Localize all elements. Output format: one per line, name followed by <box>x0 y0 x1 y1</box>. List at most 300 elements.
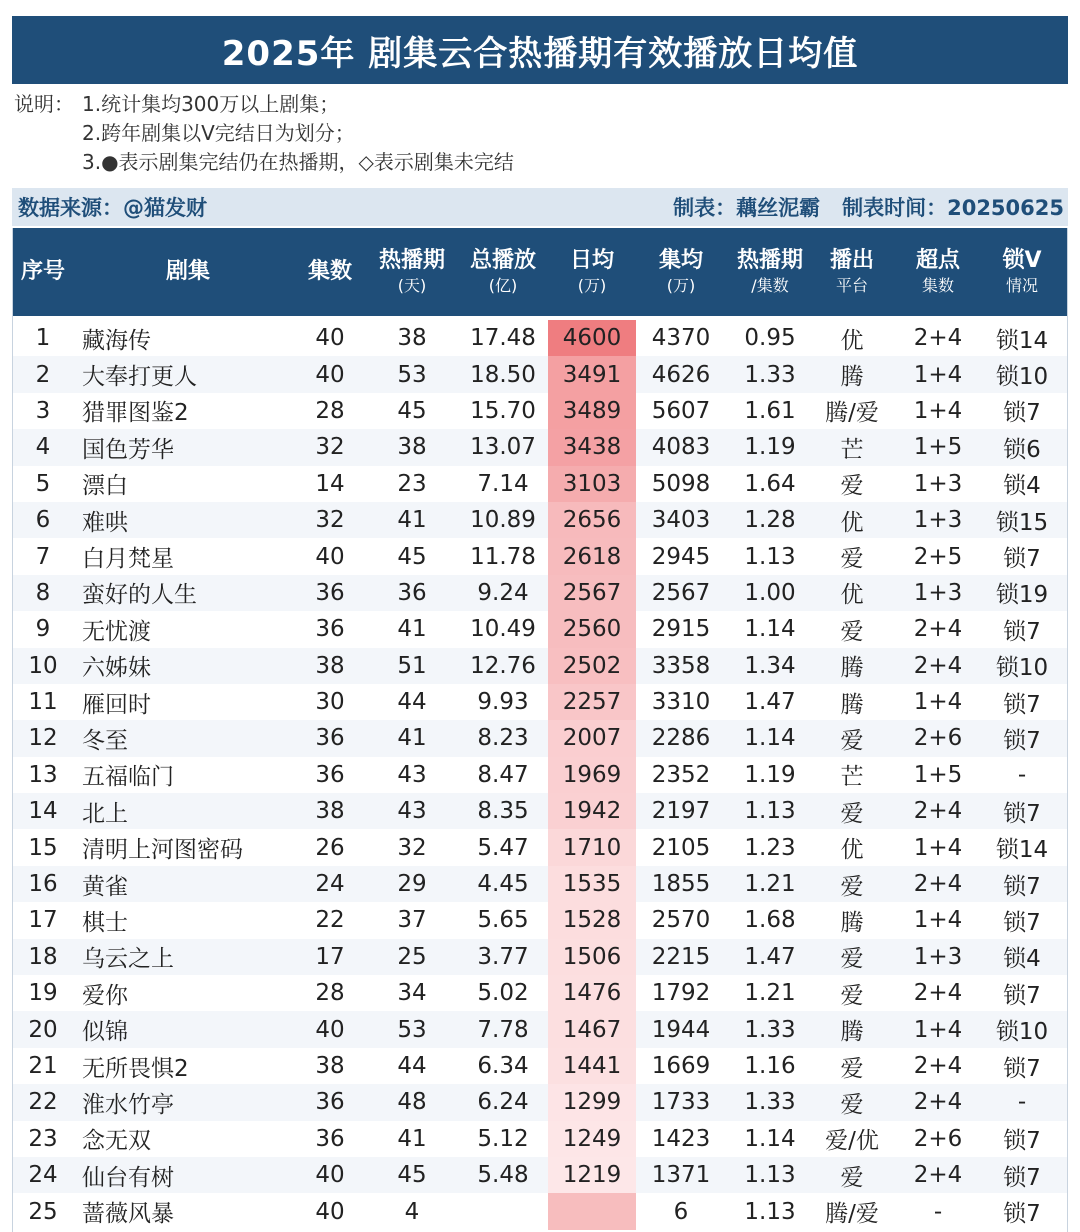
cell-lock-v: 锁14 <box>995 837 1049 864</box>
cell-platform: 腾 <box>840 909 864 936</box>
header-episode-avg-unit: (万) <box>666 276 696 295</box>
table-row <box>12 538 1068 574</box>
cell-drama: 六姊妹 <box>82 655 151 682</box>
cell-platform: 优 <box>840 582 864 609</box>
cell-episodes: 36 <box>315 1125 345 1152</box>
table-row <box>12 466 1068 502</box>
cell-hot-days: 34 <box>397 980 427 1007</box>
cell-total-plays: 10.49 <box>470 616 536 643</box>
cell-drama: 蛮好的人生 <box>82 582 197 609</box>
cell-drama: 念无双 <box>82 1128 151 1155</box>
table-row <box>12 320 1068 356</box>
table-row <box>12 648 1068 684</box>
header-episodes-label: 集数 <box>307 259 352 284</box>
table-row <box>12 757 1068 793</box>
table-row <box>12 1084 1068 1120</box>
cell-episode-avg: 3358 <box>651 652 711 679</box>
cell-drama: 无忧渡 <box>82 618 151 645</box>
table-row <box>12 902 1068 938</box>
cell-total-plays: 17.48 <box>470 325 536 352</box>
table-row <box>12 975 1068 1011</box>
cell-days-per-episode: 1.68 <box>744 907 796 934</box>
cell-days-per-episode: 1.23 <box>744 834 796 861</box>
cell-daily-avg: 1528 <box>548 902 636 938</box>
table-row <box>12 1121 1068 1157</box>
cell-hot-days: 29 <box>397 871 427 898</box>
cell-days-per-episode: 1.00 <box>744 579 796 606</box>
cell-platform: 爱 <box>840 873 864 900</box>
cell-lock-v: 锁7 <box>1003 618 1041 645</box>
cell-lock-v: 锁7 <box>1003 1128 1041 1155</box>
table-row <box>12 1011 1068 1047</box>
cell-episode-avg: 2915 <box>651 616 711 643</box>
cell-drama: 清明上河图密码 <box>82 837 243 864</box>
header-total-plays-label: 总播放 <box>469 248 536 273</box>
cell-lock-v: - <box>1017 761 1027 788</box>
header-days-per-episode-label: 热播期 <box>736 248 803 273</box>
cell-drama: 乌云之上 <box>82 946 174 973</box>
table-row <box>12 1193 1068 1229</box>
table-row <box>12 1048 1068 1084</box>
cell-index: 23 <box>28 1125 58 1152</box>
cell-days-per-episode: 1.28 <box>744 507 796 534</box>
cell-episodes: 24 <box>315 871 345 898</box>
cell-total-plays: 15.70 <box>470 397 536 424</box>
cell-lock-v: 锁7 <box>1003 691 1041 718</box>
cell-over-points: 1+4 <box>913 397 963 424</box>
cell-platform: 腾/爱 <box>825 1201 879 1228</box>
cell-episode-avg: 3403 <box>651 507 711 534</box>
cell-over-points: 1+4 <box>913 361 963 388</box>
cell-index: 22 <box>28 1089 58 1116</box>
cell-episode-avg: 5098 <box>651 470 711 497</box>
cell-platform: 爱/优 <box>825 1128 879 1155</box>
cell-hot-days: 37 <box>397 907 427 934</box>
cell-total-plays: 8.47 <box>477 761 529 788</box>
cell-episode-avg: 1371 <box>651 1162 711 1189</box>
cell-platform: 优 <box>840 509 864 536</box>
cell-index: 18 <box>28 943 58 970</box>
cell-lock-v: 锁10 <box>995 1019 1049 1046</box>
cell-lock-v: - <box>1017 1089 1027 1116</box>
cell-daily-avg: 1710 <box>548 829 636 865</box>
cell-over-points: 2+4 <box>913 1089 963 1116</box>
cell-episodes: 26 <box>315 834 345 861</box>
cell-drama: 白月梵星 <box>82 546 174 573</box>
cell-episode-avg: 2570 <box>651 907 711 934</box>
header-platform-unit: 平台 <box>835 276 868 295</box>
cell-episode-avg: 2352 <box>651 761 711 788</box>
cell-index: 11 <box>28 689 58 716</box>
cell-hot-days: 45 <box>397 397 427 424</box>
cell-episodes: 40 <box>315 361 345 388</box>
source-bar <box>12 188 1068 226</box>
cell-total-plays: 8.23 <box>477 725 529 752</box>
cell-episode-avg: 2286 <box>651 725 711 752</box>
cell-days-per-episode: 1.14 <box>744 1125 796 1152</box>
cell-episode-avg: 2567 <box>651 579 711 606</box>
cell-episode-avg: 1669 <box>651 1053 711 1079</box>
cell-over-points: 2+5 <box>913 543 963 570</box>
header-lock-v-label: 锁V <box>1002 248 1042 273</box>
table-row <box>12 429 1068 465</box>
cell-episodes: 40 <box>315 1016 345 1043</box>
cell-drama: 雁回时 <box>82 691 151 718</box>
cell-drama: 漂白 <box>82 473 128 500</box>
cell-over-points: 2+4 <box>913 798 963 825</box>
cell-daily-avg: 2560 <box>548 611 636 647</box>
cell-index: 20 <box>28 1016 58 1043</box>
cell-drama: 爱你 <box>82 982 128 1009</box>
cell-hot-days: 23 <box>397 470 427 497</box>
cell-total-plays: 5.47 <box>477 834 529 861</box>
cell-hot-days: 41 <box>397 616 427 643</box>
cell-episodes: 14 <box>315 470 345 497</box>
cell-days-per-episode: 1.33 <box>744 1089 796 1116</box>
cell-drama: 无所畏惧2 <box>82 1055 189 1082</box>
cell-platform: 腾 <box>840 364 864 391</box>
cell-days-per-episode: 1.21 <box>744 980 796 1007</box>
cell-index: 8 <box>35 579 51 606</box>
cell-index: 24 <box>28 1162 58 1189</box>
table-row <box>12 575 1068 611</box>
cell-over-points: 2+4 <box>913 652 963 679</box>
cell-over-points: 1+3 <box>913 579 963 606</box>
cell-daily-avg: 3489 <box>548 393 636 429</box>
table-row <box>12 502 1068 538</box>
cell-drama: 冬至 <box>82 727 128 754</box>
cell-hot-days: 41 <box>397 1125 427 1152</box>
table-row <box>12 393 1068 429</box>
cell-episodes: 40 <box>315 543 345 570</box>
data-source: 数据来源：@猫发财 <box>18 196 207 220</box>
header-drama-label: 剧集 <box>165 259 210 284</box>
table-row <box>12 356 1068 392</box>
cell-total-plays: 13.07 <box>470 434 536 461</box>
cell-lock-v: 锁7 <box>1003 982 1041 1009</box>
cell-hot-days: 32 <box>397 834 427 861</box>
header-over-points <box>890 247 986 297</box>
cell-index: 14 <box>28 798 58 825</box>
cell-days-per-episode: 1.16 <box>744 1053 796 1079</box>
credits <box>673 192 1068 222</box>
cell-hot-days: 48 <box>397 1089 427 1116</box>
cell-lock-v: 锁7 <box>1003 873 1041 900</box>
cell-drama: 蔷薇风暴 <box>82 1201 174 1228</box>
note-text-2: 2.跨年剧集以V完结日为划分； <box>82 121 355 145</box>
made-time: 制表时间：20250625 <box>842 196 1064 220</box>
cell-index: 9 <box>35 616 51 643</box>
cell-index: 12 <box>28 725 58 752</box>
cell-drama: 五福临门 <box>82 764 174 791</box>
cell-index: 7 <box>35 543 51 570</box>
cell-hot-days: 25 <box>397 943 427 970</box>
cell-hot-days: 41 <box>397 507 427 534</box>
cell-total-plays: 6.34 <box>477 1053 529 1079</box>
cell-hot-days: 44 <box>397 1053 427 1079</box>
table-row <box>12 720 1068 756</box>
cell-index: 2 <box>35 361 51 388</box>
table-row <box>12 793 1068 829</box>
cell-daily-avg: 1249 <box>548 1121 636 1157</box>
cell-over-points: 2+4 <box>913 616 963 643</box>
header-over-points-unit: 集数 <box>921 276 954 295</box>
cell-index: 1 <box>35 325 51 352</box>
cell-over-points: 2+4 <box>913 1162 963 1189</box>
notes <box>14 90 1064 177</box>
cell-over-points: 1+3 <box>913 507 963 534</box>
cell-platform: 优 <box>840 837 864 864</box>
cell-index: 16 <box>28 871 58 898</box>
cell-index: 5 <box>35 470 51 497</box>
header-hot-days-label: 热播期 <box>378 248 445 273</box>
cell-days-per-episode: 1.47 <box>744 689 796 716</box>
cell-daily-avg: 1476 <box>548 975 636 1011</box>
cell-episodes: 17 <box>315 943 345 970</box>
cell-episodes: 36 <box>315 761 345 788</box>
cell-episodes: 32 <box>315 507 345 534</box>
cell-total-plays: 6.24 <box>477 1089 529 1116</box>
cell-days-per-episode: 1.19 <box>744 761 796 788</box>
cell-lock-v: 锁4 <box>1003 946 1041 973</box>
cell-total-plays: 7.78 <box>477 1016 529 1043</box>
header-platform <box>814 247 890 297</box>
cell-total-plays: 4.45 <box>477 871 529 898</box>
table-row <box>12 939 1068 975</box>
cell-index: 6 <box>35 507 51 534</box>
header-index-label: 序号 <box>20 259 65 284</box>
cell-drama: 仙台有树 <box>82 1164 174 1191</box>
cell-platform: 优 <box>840 327 864 354</box>
cell-over-points: 2+6 <box>913 725 963 752</box>
cell-episodes: 40 <box>315 1162 345 1189</box>
cell-days-per-episode: 0.95 <box>744 325 796 352</box>
cell-hot-days: 36 <box>397 579 427 606</box>
cell-platform: 芒 <box>840 436 864 463</box>
note-line-1 <box>14 90 1064 119</box>
cell-lock-v: 锁15 <box>995 509 1049 536</box>
cell-episode-avg: 2945 <box>651 543 711 570</box>
cell-daily-avg: 1535 <box>548 866 636 902</box>
cell-index: 3 <box>35 397 51 424</box>
cell-episode-avg: 1733 <box>651 1089 711 1116</box>
cell-lock-v: 锁10 <box>995 364 1049 391</box>
cell-lock-v: 锁14 <box>995 327 1049 354</box>
cell-over-points: 1+3 <box>913 470 963 497</box>
cell-over-points: 2+6 <box>913 1125 963 1152</box>
cell-daily-avg: 1969 <box>548 757 636 793</box>
table-row <box>12 684 1068 720</box>
page-title: 2025年 剧集云合热播期有效播放日均值 <box>12 16 1068 84</box>
cell-episodes: 30 <box>315 689 345 716</box>
cell-lock-v: 锁10 <box>995 655 1049 682</box>
cell-hot-days: 38 <box>397 325 427 352</box>
cell-days-per-episode: 1.33 <box>744 361 796 388</box>
cell-days-per-episode: 1.61 <box>744 397 796 424</box>
cell-daily-avg: 1219 <box>548 1157 636 1193</box>
cell-total-plays: 9.24 <box>477 579 529 606</box>
cell-episodes: 32 <box>315 434 345 461</box>
cell-hot-days: 41 <box>397 725 427 752</box>
cell-lock-v: 锁7 <box>1003 800 1041 827</box>
cell-platform: 爱 <box>840 1091 864 1118</box>
cell-days-per-episode: 1.13 <box>744 1162 796 1189</box>
header-total-plays-unit: (亿) <box>488 276 518 295</box>
cell-daily-avg: 2257 <box>548 684 636 720</box>
cell-index: 17 <box>28 907 58 934</box>
cell-daily-avg: 2007 <box>548 720 636 756</box>
cell-over-points: 1+5 <box>913 761 963 788</box>
cell-days-per-episode: 1.21 <box>744 871 796 898</box>
cell-hot-days: 44 <box>397 689 427 716</box>
header-episodes <box>294 258 366 286</box>
cell-episodes: 28 <box>315 397 345 424</box>
cell-episodes: 40 <box>315 325 345 352</box>
header-over-points-label: 超点 <box>915 248 960 273</box>
header-daily-avg-unit: (万) <box>577 276 607 295</box>
cell-daily-avg: 2567 <box>548 575 636 611</box>
cell-over-points: - <box>933 1198 943 1225</box>
header-daily-avg-label: 日均 <box>569 248 614 273</box>
cell-episodes: 22 <box>315 907 345 934</box>
cell-hot-days: 38 <box>397 434 427 461</box>
cell-days-per-episode: 1.13 <box>744 543 796 570</box>
cell-total-plays: 9.93 <box>477 689 529 716</box>
header-platform-label: 播出 <box>829 248 874 273</box>
cell-total-plays: 8.35 <box>477 798 529 825</box>
cell-lock-v: 锁7 <box>1003 400 1041 427</box>
cell-daily-avg <box>548 1193 636 1229</box>
cell-episodes: 40 <box>315 1198 345 1225</box>
header-lock-v-unit: 情况 <box>1005 276 1038 295</box>
cell-drama: 藏海传 <box>82 327 151 354</box>
cell-episode-avg: 1423 <box>651 1125 711 1152</box>
cell-drama: 似锦 <box>82 1019 128 1046</box>
cell-total-plays: 5.48 <box>477 1162 529 1189</box>
cell-hot-days: 45 <box>397 1162 427 1189</box>
cell-platform: 爱 <box>840 1164 864 1191</box>
cell-episode-avg: 4370 <box>651 325 711 352</box>
cell-over-points: 1+4 <box>913 1016 963 1043</box>
table-row <box>12 611 1068 647</box>
cell-platform: 爱 <box>840 473 864 500</box>
cell-platform: 爱 <box>840 946 864 973</box>
cell-episodes: 36 <box>315 725 345 752</box>
cell-episodes: 38 <box>315 652 345 679</box>
cell-lock-v: 锁7 <box>1003 909 1041 936</box>
cell-drama: 猎罪图鉴2 <box>82 400 189 427</box>
note-text-3: 3.●表示剧集完结仍在热播期，◇表示剧集未完结 <box>82 150 514 174</box>
header-hot-days <box>366 247 458 297</box>
cell-days-per-episode: 1.14 <box>744 616 796 643</box>
cell-platform: 爱 <box>840 800 864 827</box>
note-line-3 <box>14 148 1064 177</box>
cell-total-plays: 18.50 <box>470 361 536 388</box>
cell-daily-avg: 1506 <box>548 939 636 975</box>
header-drama <box>74 258 294 286</box>
cell-daily-avg: 3438 <box>548 429 636 465</box>
cell-over-points: 1+3 <box>913 943 963 970</box>
table-row <box>12 829 1068 865</box>
cell-over-points: 2+4 <box>913 325 963 352</box>
cell-drama: 淮水竹亭 <box>82 1091 174 1118</box>
header-episode-avg-label: 集均 <box>658 248 703 273</box>
made-by: 制表：藕丝泥霸 <box>673 196 821 220</box>
cell-total-plays: 10.89 <box>470 507 536 534</box>
cell-hot-days: 53 <box>397 361 427 388</box>
cell-platform: 腾 <box>840 655 864 682</box>
cell-index: 10 <box>28 652 58 679</box>
header-hot-days-unit: (天) <box>397 276 427 295</box>
cell-over-points: 1+4 <box>913 689 963 716</box>
cell-daily-avg: 1441 <box>548 1048 636 1084</box>
cell-lock-v: 锁7 <box>1003 727 1041 754</box>
cell-episode-avg: 2197 <box>651 798 711 825</box>
cell-platform: 腾/爱 <box>825 400 879 427</box>
cell-over-points: 1+5 <box>913 434 963 461</box>
cell-episode-avg: 2105 <box>651 834 711 861</box>
cell-daily-avg: 4600 <box>548 320 636 356</box>
cell-over-points: 1+4 <box>913 907 963 934</box>
cell-platform: 爱 <box>840 982 864 1009</box>
cell-episode-avg: 1855 <box>651 871 711 898</box>
cell-over-points: 2+4 <box>913 871 963 898</box>
cell-platform: 腾 <box>840 691 864 718</box>
cell-episodes: 36 <box>315 1089 345 1116</box>
cell-days-per-episode: 1.33 <box>744 1016 796 1043</box>
cell-episode-avg: 1944 <box>651 1016 711 1043</box>
cell-days-per-episode: 1.19 <box>744 434 796 461</box>
cell-days-per-episode: 1.34 <box>744 652 796 679</box>
cell-daily-avg: 1942 <box>548 793 636 829</box>
cell-lock-v: 锁7 <box>1003 546 1041 573</box>
cell-daily-avg: 1299 <box>548 1084 636 1120</box>
notes-label: 说明： <box>14 92 74 116</box>
cell-episodes: 38 <box>315 1053 345 1079</box>
cell-hot-days: 43 <box>397 761 427 788</box>
cell-episode-avg: 4626 <box>651 361 711 388</box>
cell-daily-avg: 1467 <box>548 1011 636 1047</box>
header-index <box>12 258 74 286</box>
cell-over-points: 2+4 <box>913 1053 963 1079</box>
cell-hot-days: 45 <box>397 543 427 570</box>
cell-total-plays: 11.78 <box>470 543 536 570</box>
cell-episode-avg: 6 <box>673 1198 689 1225</box>
cell-hot-days: 53 <box>397 1016 427 1043</box>
cell-days-per-episode: 1.64 <box>744 470 796 497</box>
cell-index: 15 <box>28 834 58 861</box>
cell-lock-v: 锁6 <box>1003 436 1041 463</box>
header-episode-avg <box>636 247 726 297</box>
cell-total-plays: 7.14 <box>477 470 529 497</box>
cell-days-per-episode: 1.13 <box>744 798 796 825</box>
cell-lock-v: 锁7 <box>1003 1164 1041 1191</box>
cell-total-plays: 5.12 <box>477 1125 529 1152</box>
table-row <box>12 866 1068 902</box>
cell-episodes: 36 <box>315 579 345 606</box>
note-line-2 <box>14 119 1064 148</box>
header-total-plays <box>458 247 548 297</box>
cell-platform: 爱 <box>840 1055 864 1082</box>
cell-days-per-episode: 1.14 <box>744 725 796 752</box>
table-row <box>12 1157 1068 1193</box>
cell-drama: 北上 <box>82 800 128 827</box>
cell-episode-avg: 5607 <box>651 397 711 424</box>
cell-platform: 爱 <box>840 546 864 573</box>
cell-platform: 芒 <box>840 764 864 791</box>
cell-platform: 腾 <box>840 1019 864 1046</box>
cell-episode-avg: 3310 <box>651 689 711 716</box>
